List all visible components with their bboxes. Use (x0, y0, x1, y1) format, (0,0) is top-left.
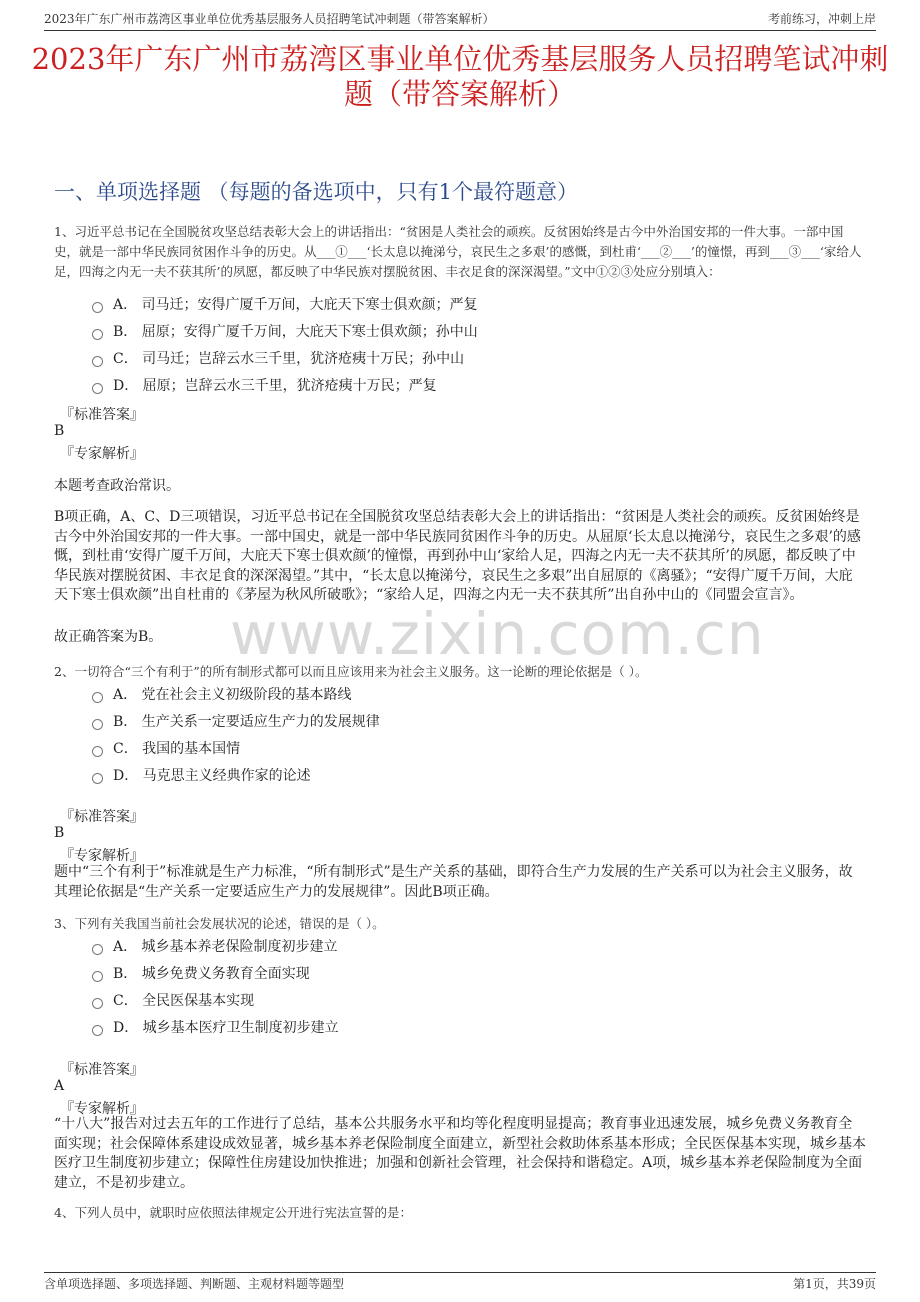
question-2-stem: 2、一切符合“三个有利于”的所有制形式都可以而且应该用来为社会主义服务。这一论断的理论依据是（ ）。 (54, 664, 648, 679)
radio-icon[interactable] (92, 692, 103, 703)
header-right-text: 考前练习，冲刺上岸 (767, 12, 876, 26)
question-1-option-d[interactable] (92, 375, 437, 395)
question-3-stem: 3、下列有关我国当前社会发展状况的论述，错误的是（ ）。 (54, 916, 385, 931)
radio-icon[interactable] (92, 998, 103, 1009)
answer-label: 『标准答案』 (60, 407, 144, 423)
question-2-option-c[interactable] (92, 738, 240, 758)
radio-icon[interactable] (92, 329, 103, 340)
option-text: B． 城乡免费义务教育全面实现 (113, 966, 310, 982)
page-header (44, 10, 876, 31)
header-left-text: 2023年广东广州市荔湾区事业单位优秀基层服务人员招聘笔试冲刺题（带答案解析） (44, 12, 495, 26)
page-number: 第1页，共39页 (793, 1277, 876, 1291)
question-1-option-a[interactable] (92, 294, 478, 314)
footer-left-text: 含单项选择题、多项选择题、判断题、主观材料题等题型 (44, 1277, 345, 1291)
radio-icon[interactable] (92, 1025, 103, 1036)
option-text: C． 全民医保基本实现 (113, 993, 255, 1009)
watermark: www.zixin.com.cn (230, 600, 765, 668)
question-3-analysis: “十八大”报告对过去五年的工作进行了总结，基本公共服务水平和均等化程度明显提高；教育事业迅速发展，城乡免费义务教育全面实现；社会保障体系建设成效显著，城乡基本养老保险制度全面建立，新型社会救助体系基本形成；全民医保基本实现，城乡基本医疗卫生制度初步建立；保障性住房建设加快推进；加强和创新社会管理，社会保持和谐稳定。A项，城乡基本养老保险制度为全面建立，不是初步建立。 (54, 1116, 866, 1191)
question-1-analysis-2: B项正确，A、C、D三项错误，习近平总书记在全国脱贫攻坚总结表彰大会上的讲话指出：“贫困是人类社会的顽疾。反贫困始终是古今中外治国安邦的一件大事。一部中国史，就是一部中华民族同贫困作斗争的历史。从屈原‘长太息以掩涕兮，哀民生之多艰’的感慨，到杜甫‘安得广厦千万间，大庇天下寒士俱欢颜’的憧憬，再到孙中山‘家给人足，四海之内无一夫不获其所’的夙愿，都反映了中华民族对摆脱贫困、丰衣足食的深深渴望。”其中，“长太息以掩涕兮，哀民生之多艰”出自屈原的《离骚》；“安得广厦千万间，大庇天下寒士俱欢颜”出自杜甫的《茅屋为秋风所破歌》；“家给人足，四海之内无一夫不获其所”出自孙中山的《同盟会宣言》。 (54, 509, 861, 603)
question-2-analysis: 题中“三个有利于”标准就是生产力标准，“所有制形式”是生产关系的基础，即符合生产力发展的生产关系可以为社会主义服务，故其理论依据是“生产关系一定要适应生产力的发展规律”。因此B项正确。 (54, 864, 853, 900)
option-text: A． 城乡基本养老保险制度初步建立 (113, 939, 338, 955)
option-text: A． 司马迁；安得广厦千万间，大庇天下寒士俱欢颜；严复 (113, 297, 478, 313)
answer-label: 『标准答案』 (60, 1062, 144, 1078)
analysis-label: 『专家解析』 (60, 1101, 144, 1117)
question-3-option-c[interactable] (92, 990, 254, 1010)
option-text: B． 屈原；安得广厦千万间，大庇天下寒士俱欢颜；孙中山 (113, 324, 478, 340)
page-title: 2023年广东广州市荔湾区事业单位优秀基层服务人员招聘笔试冲刺题（带答案解析） (31, 42, 889, 111)
question-1-stem: 1、习近平总书记在全国脱贫攻坚总结表彰大会上的讲话指出：“贫困是人类社会的顽疾。反贫困始终是古今中外治国安邦的一件大事。一部中国史，就是一部中华民族同贫困作斗争的历史。从___①___‘长太息以掩涕兮，哀民生之多艰’的感慨，到杜甫‘___②___’的憧憬，再到___③___‘家给人足，四海之内无一夫不获其所’的夙愿，都反映了中华民族对摆脱贫困、丰衣足食的深深渴望。”文中①②③处应分别填入： (54, 224, 862, 279)
radio-icon[interactable] (92, 971, 103, 982)
option-text: A． 党在社会主义初级阶段的基本路线 (113, 687, 352, 703)
question-1-option-c[interactable] (92, 348, 464, 368)
question-1-option-b[interactable] (92, 321, 478, 341)
question-2-option-a[interactable] (92, 684, 352, 704)
radio-icon[interactable] (92, 383, 103, 394)
question-2-option-d[interactable] (92, 765, 311, 785)
question-3-option-b[interactable] (92, 963, 310, 983)
question-2-option-b[interactable] (92, 711, 380, 731)
question-1-answer: B (54, 423, 65, 439)
radio-icon[interactable] (92, 944, 103, 955)
radio-icon[interactable] (92, 302, 103, 313)
option-text: D． 城乡基本医疗卫生制度初步建立 (113, 1020, 339, 1036)
option-text: C． 司马迁；岂辞云水三千里，犹济疮痍十万民；孙中山 (113, 351, 465, 367)
section-heading: 一、单项选择题 （每题的备选项中，只有1个最符题意） (54, 180, 579, 204)
option-text: C． 我国的基本国情 (113, 741, 241, 757)
question-3-answer: A (54, 1078, 65, 1094)
question-2-answer: B (54, 825, 65, 841)
page-footer (44, 1272, 876, 1292)
radio-icon[interactable] (92, 773, 103, 784)
question-4-stem: 4、下列人员中，就职时应依照法律规定公开进行宪法宣誓的是： (54, 1205, 412, 1220)
analysis-label: 『专家解析』 (60, 446, 144, 462)
analysis-label: 『专家解析』 (60, 848, 144, 864)
radio-icon[interactable] (92, 746, 103, 757)
answer-label: 『标准答案』 (60, 809, 144, 825)
option-text: D． 马克思主义经典作家的论述 (113, 768, 311, 784)
option-text: D． 屈原；岂辞云水三千里，犹济疮痍十万民；严复 (113, 378, 437, 394)
question-1-analysis-3: 故正确答案为B。 (54, 629, 163, 645)
radio-icon[interactable] (92, 356, 103, 367)
question-1-analysis-1: 本题考查政治常识。 (54, 478, 180, 494)
radio-icon[interactable] (92, 719, 103, 730)
question-3-option-d[interactable] (92, 1017, 339, 1037)
option-text: B． 生产关系一定要适应生产力的发展规律 (113, 714, 380, 730)
question-3-option-a[interactable] (92, 936, 338, 956)
